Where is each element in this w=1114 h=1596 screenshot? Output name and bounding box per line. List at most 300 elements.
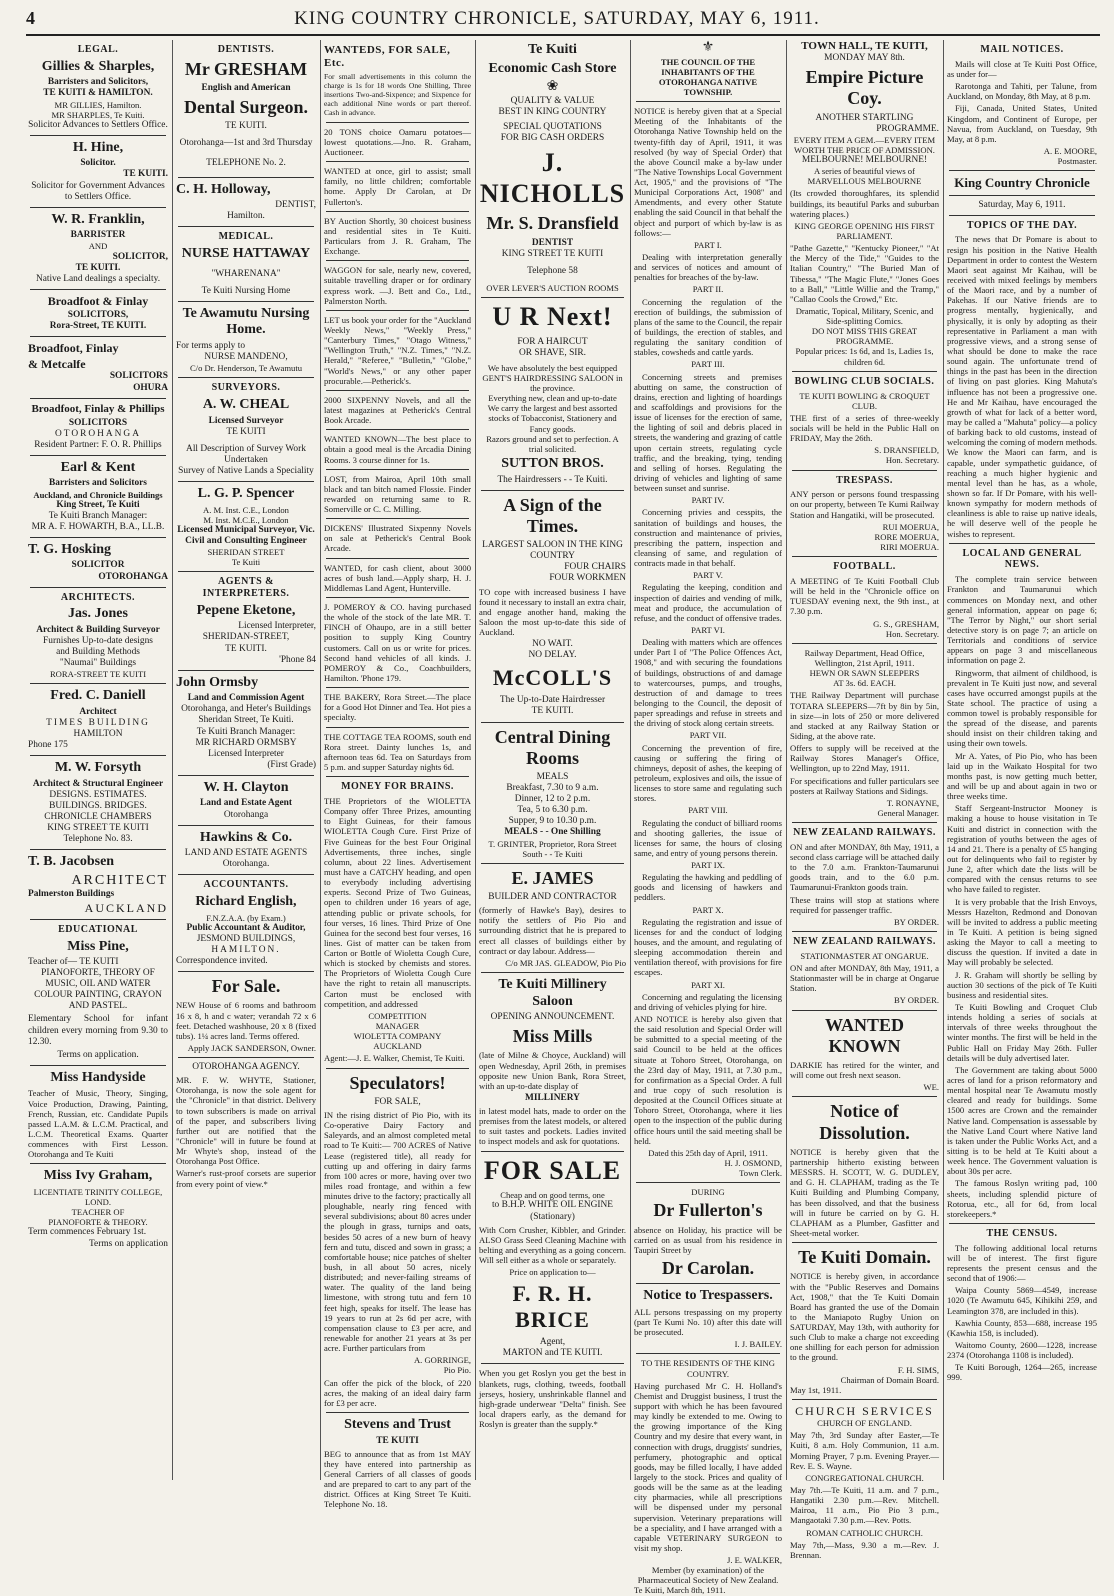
ad-line: BARRISTER	[70, 230, 126, 241]
ad-line: We carry the largest and best assorted stocks of Tobacconist, Stationery and Fancy goods.	[487, 403, 618, 434]
news-item: J. R. Graham will shortly be selling by auction 30 sections of the pick of Te Kuiti business and residential sites.	[947, 969, 1097, 1000]
divider	[481, 722, 624, 723]
ad-title: U R Next!	[492, 301, 613, 331]
divider	[30, 336, 166, 337]
ad-text: NOTICE is hereby given that the partnership hitherto existing between MESSRS. H. SCOTT, W. G. DUDLEY, and G. H. CLAPHAM, trading as the Te Kuiti Building and Plumbing Company, has been dissolved, and that the business will in future be carried on by G. H. CLAPHAM as a Plumber, Gasfitter and Sheet-metal worker.	[790, 1146, 939, 1238]
ad-text: Elementary School for infant children every morning from 9.30 to 12.30.	[28, 1014, 168, 1047]
ad-line: MR GILLIES, Hamilton.	[54, 99, 142, 110]
ad-line: Otorohanga—1st and 3rd Thursday	[179, 138, 313, 149]
divider	[326, 1412, 469, 1413]
ad-line: HEWN OR SAWN SLEEPERS	[809, 668, 920, 679]
news-item: The Government are taking about 5000 acres of land for a prison reformatory and mental hospital near Te Awamutu mostly cleared and ready for buildings. Some 1500 acres are Crown and the remainder Native land. Compensation is assessable by the Native Land Court where Native land is taken under the Public Works Act, and a sitting is to be held at Te Kuiti about a week hence. The Government valuation is about 30s per acre.	[947, 1064, 1097, 1177]
notice-title: THE COUNCIL OF THE INHABITANTS OF THE OTOROHANGA NATIVE TOWNSHIP.	[658, 56, 758, 97]
column-council	[634, 40, 782, 1596]
divider	[178, 301, 314, 302]
classified-ad: LOST, from Mairoa, April 10th small black and tan bitch named Flossie. Finder rewarded on returning same to R. Somerville or C. C. Milling.	[324, 473, 471, 515]
divider	[481, 972, 624, 973]
ad-line: TEACHER OF	[71, 1207, 125, 1218]
ad-line: Dinner, 12 to 2 p.m.	[514, 794, 591, 805]
bylaw-part-heading: PART V.	[693, 570, 723, 581]
ad-line: TE KUITI.	[75, 262, 121, 273]
ad-line: BY ORDER.	[893, 995, 939, 1006]
ad-line: MR A. F. HOWARTH, B.A., LL.B.	[31, 521, 165, 532]
news-item: The complete train service between Frankton and Taumarunui which commences on Monday next, and other general information, appear on page 6; "The Terror by Night," our short serial detective story is on page 7; an article on Territorials and conditions of service appears on page 3 and miscellaneous information on page 2.	[947, 574, 1097, 666]
divider	[326, 597, 469, 598]
ad-title: E. JAMES	[511, 867, 594, 888]
ad-line: Te Kuiti Nursing Home	[201, 285, 291, 296]
ad-line: KING STREET TE KUITI	[47, 823, 149, 834]
ad-line: Architect & Building Surveyor	[36, 624, 160, 635]
ad-line: BUILDINGS. BRIDGES.	[49, 801, 147, 812]
ad-line: TE KUITI.	[531, 706, 574, 717]
ad-line: Licensed Municipal Surveyor, Vic. Civil and Consulting Engineer	[177, 524, 315, 546]
ad-line: M. Inst. M.C.E., London	[203, 514, 289, 525]
ad-line: Architect & Structural Engineer	[32, 778, 164, 789]
ad-line: Te Kuiti Branch Manager:	[196, 726, 296, 737]
ad-line: NO DELAY.	[528, 650, 577, 661]
ad-text: ANY person or persons found trespassing on our property, between Te Kumi Railway Station and Hangatiki, will be prosecuted.	[790, 489, 939, 520]
ad-title: NURSE HATTAWAY	[181, 246, 311, 262]
ad-text: (Its crowded thoroughfares, its splendid buildings, its beautiful Parks and suburban watering places.)	[790, 188, 939, 219]
classified-ad: WANTED KNOWN—The best place to obtain a good meal is the Arcadia Dining Rooms. 3 course dinner for 1s.	[324, 434, 471, 465]
ad-title: Pepene Eketone,	[196, 602, 296, 618]
news-item: The famous Roslyn writing pad, 100 sheets, including splendid picture of Rotorua, etc., all for 6d, from local storekeepers.*	[947, 1178, 1097, 1219]
ad-line: TE KUITI	[376, 1435, 419, 1446]
news-item: The following additional local returns will be of interest. The first figure represents the present census and the second that of 1906:—	[947, 1242, 1097, 1284]
ad-line: S. DRANSFIELD,	[874, 445, 939, 456]
ad-line: Everything new, clean and up-to-date	[488, 393, 617, 404]
section-heading: NEW ZEALAND RAILWAYS.	[793, 827, 936, 839]
ad-title: Mr. S. Dransfield	[486, 213, 619, 234]
ad-line: Otorohanga.	[222, 859, 270, 870]
ad-line: QUALITY & VALUE	[510, 95, 595, 106]
ad-line: Teacher of— TE KUITI	[28, 957, 119, 968]
classified-ad: BY Auction Shortly, 30 choicest business and residential sites in Te Kuiti. Particulars from J. R. Graham, The Exchange.	[324, 215, 471, 257]
ad-line: Agent:—J. E. Walker, Chemist, Te Kuiti.	[324, 1053, 465, 1064]
ad-line: MARTON and TE KUITI.	[502, 1348, 603, 1359]
bylaw-part-text: Regulating the registration and issue of licenses for and the conduct of lodging houses, and the amount, and regulating of sleeping accommodation therein and ventilation thereof, with provisions for fire escapes.	[634, 916, 782, 978]
ad-line: MR SHARPLES, Te Kuiti.	[51, 109, 145, 120]
ad-title: John Ormsby	[176, 674, 259, 690]
classified-ad: J. POMEROY & CO. having purchased the whole of the stock of the late MR. T. FINCH of Ohaupo, are in a still better position to supply King Country customers. Call on us or write for prices. Second hand vehicles of all kinds. J. POMEROY & Co., Coachbuilders, Hamilton. 'Phone 179.	[324, 602, 471, 684]
ad-title: WANTED KNOWN	[824, 1014, 904, 1056]
ad-title: Hawkins & Co.	[199, 829, 293, 845]
ad-line: General Manager.	[877, 807, 939, 818]
ad-line: to B.H.P. WHITE OIL ENGINE (Stationary)	[491, 1200, 614, 1222]
ad-line: HAMILTON.	[211, 944, 281, 955]
ad-line: A series of beautiful views of MARVELLOUS MELBOURNE	[807, 166, 922, 187]
divider	[178, 670, 314, 671]
ad-line: The Hairdressers - - Te Kuiti.	[497, 474, 608, 485]
section-heading: EDUCATIONAL	[58, 923, 138, 935]
ad-line: FOUR WORKMEN	[549, 573, 626, 584]
bylaw-part-text: Regulating the hawking and peddling of goods and licensing of hawkers and peddlers.	[634, 872, 782, 903]
column-shops	[479, 40, 626, 1492]
ad-title: A. W. CHEAL	[202, 397, 290, 412]
ad-line: Pio Pio.	[443, 1365, 471, 1376]
ad-text: (late of Milne & Choyce, Auckland) will open Wednesday, April 26th, in premises opposite new Union Bank, Rora Street, with an up-to-date display of	[479, 1050, 626, 1091]
ad-line: HAMILTON	[73, 729, 123, 740]
section-heading: LOCAL AND GENERAL NEWS.	[962, 547, 1082, 571]
ad-line: Hamilton.	[227, 211, 265, 222]
ad-title: F. R. H. BRICE	[512, 1281, 593, 1333]
ad-line: Native Land dealings a specialty.	[35, 273, 161, 284]
ad-title: W. H. Clayton	[203, 779, 289, 795]
section-heading: NEW ZEALAND RAILWAYS.	[793, 936, 936, 947]
classified-ad: THE COTTAGE TEA ROOMS, south end Rora street. Dainty lunches 1s, and afternoon teas 6d. Tea on Saturdays from 5 p.m. and supper Saturday nights 6d.	[324, 731, 471, 773]
divider	[326, 260, 469, 261]
ad-line: Barristers and Solicitors,	[47, 77, 149, 88]
divider	[30, 135, 166, 136]
bylaw-part-text: Dealing with matters which are offences under Part I of "The Police Offences Act, 1908," and with securing the foundations of buildings, obstructions of and damage to watercourses, pumps, and troughs, destruction of and damage to trees belonging to the Council, the deposit of paper spreadings and refuse in streets and the driving of stock along certain streets.	[634, 637, 782, 729]
ad-line: Rora-Street, TE KUITI.	[49, 321, 147, 332]
ad-line: (First Grade)	[267, 759, 316, 770]
bylaw-part-text: Concerning privies and cesspits, the sanitation of buildings and houses, the construction and maintenance of privies, prescribing the pattern, inspection and cleansing of same, and regulation of contracts made in that behalf.	[634, 507, 782, 569]
divider	[481, 297, 624, 298]
ad-line: SPECIAL QUOTATIONS	[503, 121, 602, 132]
column-notices	[790, 40, 939, 1560]
ad-line: OHURA	[133, 382, 168, 393]
ad-line: DURING	[691, 1187, 725, 1198]
ad-line: DO NOT MISS THIS GREAT PROGRAMME.	[811, 326, 918, 347]
ad-line: CONGREGATIONAL CHURCH.	[805, 1472, 924, 1483]
ad-line: Solicitor Advances to Settlers Office.	[28, 119, 168, 130]
ad-line: A. M. Inst. C.E., London	[203, 504, 289, 515]
ad-line: SHERIDAN STREET	[207, 546, 285, 557]
divider	[178, 971, 314, 972]
ad-text: ON and after MONDAY, 8th May, 1911, a second class carriage will be attached daily to the 7.0 a.m. Frankton-Taumarunui goods train, and to the 6.0 p.m. Taumarunui-Frankton goods train.	[790, 841, 939, 893]
ad-line: "Naumai" Buildings	[59, 658, 137, 669]
notice-line: Dated this 25th day of April, 1911.	[648, 1147, 768, 1158]
ad-title: Jas. Jones	[68, 606, 128, 622]
column-dentists	[176, 40, 316, 1492]
divider	[949, 1223, 1095, 1224]
ad-line: MEALS - - One Shilling	[504, 827, 601, 838]
ad-title: Miss Pine,	[67, 938, 129, 954]
divider	[326, 558, 469, 559]
ad-line: Terms on application	[88, 1238, 168, 1249]
ad-line: Solicitor.	[80, 158, 116, 169]
column-divider	[320, 40, 321, 1480]
ad-line: Te Kuiti, March 8th, 1911.	[634, 1585, 726, 1596]
divider	[326, 776, 469, 777]
ad-line: May 1st, 1911.	[790, 1384, 842, 1395]
ad-line: Otorohanga, and Heter's Buildings Sheridan Street, Te Kuiti.	[181, 704, 311, 726]
section-heading: ARCHITECTS.	[60, 591, 136, 603]
ad-line: TE KUITI BOWLING & CROQUET CLUB.	[799, 390, 930, 411]
ad-text: in latest model hats, made to order on the premises from the latest models, or altered to suit tastes and pockets. Ladies invited to inspect models and ask for quotations.	[479, 1106, 626, 1147]
ad-line: PIANOFORTE & THEORY.	[48, 1217, 148, 1228]
ad-title: M. W. Forsyth	[54, 760, 142, 776]
divider	[30, 683, 166, 684]
ad-line: OTOROHANGA	[55, 428, 141, 439]
ad-line: 'Phone 84	[279, 654, 316, 665]
bylaw-part-heading: PART III.	[691, 359, 725, 370]
ad-line: PIANOFORTE, THEORY OF MUSIC, OIL AND WATER COLOUR PAINTING, CRAYON AND PASTEL.	[34, 968, 162, 1012]
ad-text: May 7th.—Te Kuiti, 11 a.m. and 7 p.m., Hangatiki 2.30 p.m.—Rev. Mitchell. Mairoa, 11 a.m., Pio Pio 3 p.m., Mangaotaki 7.30 p.m.—Rev. Potts.	[790, 1485, 939, 1526]
divider	[792, 470, 937, 471]
divider	[792, 822, 937, 823]
ad-title: Broadfoot & Finlay	[47, 293, 149, 308]
ad-line: King Street, Te Kuiti	[56, 499, 140, 510]
bylaw-part-heading: PART X.	[692, 904, 724, 915]
ad-text: THE Proprietors of the WIOLETTA Company offer Three Prizes, amounting to Eight Guineas, for their famous WIOLETTA Cough Cure. First Prize of Five Guineas for the best Four Original Advertisements, three inches, single column, about 22 lines. Advertisement must have a CATCHY heading, and open to everybody including advertising experts. Second Prize of Two Guineas, open to children under 16 years of age, attending public or private schools, for four verses, 16 lines. Third Prize of One Guinea for the second best four verses, 16 lines. Gist of matter can be taken from Carton or Bottle of Wioletta Cough Cure, which is stocked by chemists and stores. The Proprietors of Wioletta Cough Cure have the right to retain all manuscripts. Carton must be enclosed with competition, and addressed	[324, 795, 471, 1009]
divider	[481, 1363, 624, 1364]
divider	[792, 556, 937, 557]
ad-line: CHURCH OF ENGLAND.	[817, 1418, 912, 1429]
column-divider	[943, 40, 944, 1480]
ad-line: Agent,	[539, 1337, 566, 1348]
divider	[178, 481, 314, 482]
ad-line: Tea, 5 to 6.30 p.m.	[517, 805, 588, 816]
ad-line: I. J. BAILEY.	[734, 1339, 782, 1350]
ad-title: Central Dining Rooms	[494, 726, 611, 768]
ad-line: STATIONMASTER AT ONGARUE.	[800, 950, 929, 961]
page-number: 4	[26, 8, 35, 28]
divider	[792, 931, 937, 932]
ad-line: MR RICHARD ORMSBY	[195, 737, 297, 748]
ad-line: OVER LEVER'S AUCTION ROOMS	[486, 282, 619, 293]
bylaw-part-text: Concerning the regulation of the erection of buildings, the submission of plans of the same to the Council, the repair of buildings, the erection of stables, and regulating the sanitary condition of stables, cowsheds and cattle yards.	[634, 296, 782, 358]
section-heading: AGENTS & INTERPRETERS.	[202, 576, 290, 600]
ad-line: AUCKLAND	[84, 900, 168, 915]
ad-line: BUILDER AND CONTRACTOR	[488, 892, 617, 903]
ad-title: T. G. Hosking	[28, 541, 111, 557]
divider	[326, 122, 469, 123]
section-heading: THE CENSUS.	[986, 1227, 1058, 1239]
ad-line: TIMES BUILDING	[46, 718, 150, 729]
ad-line: RORE MOERUA,	[874, 531, 939, 542]
masthead-title: KING COUNTRY CHRONICLE, SATURDAY, MAY 6, 1911.	[294, 8, 820, 29]
ad-text: May 7th, 3rd Sunday after Easter,—Te Kuiti, 8 a.m. Holy Communion, 11 a.m. Morning Prayer, 7 p.m. Evening Prayer.—Rev. E. S. Wayne.	[790, 1430, 939, 1471]
classified-ad: WANTED, for cash client, about 3000 acres of bush land.—Apply sharp, H. J. Middlemas Land Agent, Hunterville.	[324, 562, 471, 593]
divider	[636, 101, 780, 102]
ad-line: Palmerston Buildings	[28, 889, 115, 900]
ad-line: Supper, 9 to 10.30 p.m.	[508, 816, 597, 827]
ad-line: AND	[88, 241, 108, 252]
ad-line: DENTIST	[531, 237, 574, 248]
classified-ad: THE BAKERY, Rora Street.—The place for a Good Hot Dinner and Tea. Hot pies a specialty.	[324, 692, 471, 723]
ad-line: C/o Dr. Henderson, Te Awamutu	[189, 363, 303, 374]
ad-line: T. RONAYNE,	[886, 797, 939, 808]
notice-line: Town Clerk.	[739, 1168, 782, 1179]
ad-title: Richard English,	[195, 894, 297, 910]
masthead	[0, 8, 1114, 30]
ad-text: BEG to announce that as from 1st MAY they have entered into partnership as General Carriers of all classes of goods and are prepared to cart to any part of the district. Offices at King Street Te Kuiti. Telephone No. 18.	[324, 1448, 471, 1510]
ad-title: C. H. Holloway,	[176, 181, 271, 197]
divider	[30, 537, 166, 538]
ad-line: and Building Methods	[56, 647, 140, 658]
ad-title: Speculators!	[349, 1072, 446, 1093]
classified-ad: WANTED at once, girl to assist; small family, no little children; comfortable home. Apply Dr Carolan, at Dr Fullerton's.	[324, 166, 471, 207]
ad-line: TE KUITI & HAMILTON.	[43, 88, 153, 99]
divider	[792, 1399, 937, 1400]
bylaw-part-text: Concerning and regulating the licensing and driving of vehicles plying for hire.	[634, 991, 782, 1012]
ad-line: NO WAIT.	[532, 639, 573, 650]
divider	[178, 775, 314, 776]
bylaw-part-heading: PART VII.	[689, 730, 727, 741]
divider	[792, 643, 937, 644]
column-legal	[28, 40, 168, 1492]
ad-title: For Sale.	[211, 976, 281, 997]
ad-line: COMPETITION	[368, 1010, 427, 1021]
ad-line: LICENTIATE TRINITY COLLEGE, LOND.	[33, 1186, 163, 1208]
ad-text: For specifications and fuller particulars see posters at Railway Stations and Sidings.	[790, 775, 939, 796]
ad-line: KING GEORGE OPENING HIS FIRST PARLIAMENT.	[794, 220, 935, 241]
news-item: Staff Sergeant-Instructor Mooney is making a house to house visitation in Te Kuiti and district in connection with the registration of youths between the ages of 14 and 21. There is a penalty of £5 hanging out for delinquents who fail to register by June 2, after which date the lists will be compared with the census returns to see who have failed to register.	[947, 803, 1097, 895]
ad-title: SUTTON BROS.	[501, 456, 604, 472]
ad-line: Barristers and Solicitors	[49, 478, 147, 489]
bylaw-part-heading: PART II.	[692, 284, 724, 295]
section-heading: TRESPASS.	[836, 474, 893, 486]
ad-line: ARCHITECT	[71, 872, 168, 888]
ad-line: KING STREET TE KUITI	[501, 248, 604, 259]
ad-text: absence on Holiday, his practice will be carried on as usual from his residence in Taupiri Street by	[634, 1224, 782, 1255]
notice-text: NOTICE is hereby given that at a Special Meeting of the Inhabitants of the Otorohanga Native Township held on the twenty-fifth day of April, 1911, it was resolved (by way of Special Order) that the above Council make a by-law under "The Native Townships Local Government Act, 1905," and the provisions of "The Municipal Corporations Act, 1908" and Amendments, and every other Statute enabling the said Council in that behalf the object and purport of which by-law is as follows:—	[634, 106, 782, 238]
ad-title: OTOROHANGA AGENCY.	[192, 1062, 300, 1073]
ad-line: T. GRINTER, Proprietor, Rora Street South - - Te Kuiti	[488, 838, 617, 859]
ad-line: MONDAY MAY 8th.	[824, 52, 905, 63]
ad-text: IN the rising district of Pio Pio, with its Co-operative Dairy Factory and Saleyards, and an almost completed metal road to Te Kuiti:— 700 ACRES of Native Lease (registered title), all ready for cutting up and offering in dairy farms from 100 acres or more, having over two miles road frontage, and within a few minutes drive to the factory; practically all ploughable, nearly ring fenced with several subdivisions; about 80 acres under the plough in grass, turnips and oats, besides 50 acres of a new burn of heavy fern and tutu, disced and sown in grass; a comfortable house; nice patches of shelter bush, in all about 50 acres, nicely distributed; and never-failing streams of water. The quality of the land being limestone, with strong tutu and fern 10 feet high, speaks for itself. The lease has 19 years to run at 2s 6d per acre, with compensation clause to £3 per acre, and renewable for another 21 years at 3s per acre. Further particulars from	[324, 1109, 471, 1354]
ad-line: Razors ground and set to perfection. A trial solicited.	[486, 433, 619, 454]
section-heading: DENTISTS.	[217, 44, 275, 55]
ad-title: Earl & Kent	[60, 459, 136, 475]
section-heading: FOOTBALL.	[833, 561, 896, 573]
ad-title: FOR SALE	[483, 1155, 622, 1185]
divider	[792, 371, 937, 372]
ad-line: Apply JACK SANDERSON, Owner.	[187, 1042, 316, 1053]
column-wanteds	[324, 40, 471, 1510]
classified-ad: DICKENS' Illustrated Sixpenny Novels on sale at Petherick's Central Book Arcade.	[324, 523, 471, 554]
column-divider	[475, 40, 476, 1480]
ad-line: Survey of Native Lands a Speciality	[178, 465, 314, 476]
editorial-text: The news that Dr Pomare is about to resign his position in the Native Health Department in order to contest the Western Maori seat against Mr Kaihau, will be received with mixed feelings by members of the Maori race, and by a number of Pakehas. If our Native friends are to progress mentally, hygienically, and physically, it is only by adopting as their representative in Parliament a man with progressive views, and a strong sense of what should be done to make the race sound again. The unfortunate trend of things in the past has been in the direction of living on past glories. King Mahuta's influence has not been a progressive one. He and Mr Kaihau, have encouraged the growth of what for lack of a better word, may be called a "Mahuta" policy—a policy of barking back to old customs, instead of welcoming the coming of modern methods. We know the Maori can farm, and is capable, under sympathetic guidance, of reaching a much higher hygienic and mental level than he has, as a whole, shown so far. If Dr Pomare, with his well-known sympathy for modern methods of cleanliness is able to raise up native ideals, he will deserve well of the people he wishes to represent.	[947, 234, 1097, 539]
ad-line: LAND AND ESTATE AGENTS	[184, 848, 308, 859]
ad-line: Licensed Surveyor	[208, 415, 284, 426]
ad-line: Popular prices: 1s 6d, and 1s, Ladies 1s, children 6d.	[795, 346, 934, 367]
divider	[178, 377, 314, 378]
ad-line: Solicitor for Government Advances to Settlers Office.	[31, 180, 165, 202]
ad-line: TE KUITI.	[225, 643, 267, 654]
news-item: Mr A. Yates, of Pio Pio, who has been laid up in the Waikato Hospital for two months past, is now getting much better, and will be up and about again in two or three weeks time.	[947, 750, 1097, 802]
ad-line: Breakfast, 7.30 to 9 a.m.	[506, 783, 599, 794]
bylaw-part-heading: PART I.	[694, 239, 722, 250]
ad-title: & Metcalfe	[28, 357, 86, 372]
ad-title: TOWN HALL, TE KUITI,	[801, 40, 928, 52]
divider	[326, 390, 469, 391]
divider	[481, 1151, 624, 1152]
ad-text: Can offer the pick of the block, of 220 acres, the making of an ideal dairy farm for £3 per acre.	[324, 1377, 471, 1408]
ad-line: AUCKLAND	[373, 1041, 422, 1052]
divider	[326, 310, 469, 311]
classified-ad: 20 TONS choice Oamaru potatoes—lowest quotations.—Jno. R. Graham, Auctioneer.	[324, 126, 471, 157]
ad-line: AT 3s. 6d. EACH.	[833, 678, 896, 689]
bylaw-part-text: Regulating the keeping, condition and inspection of dairies and vending of milk, meat and produce, the accumulation of refuse, and the conduct of offensive trades.	[634, 582, 782, 623]
ad-line: MILLINERY	[525, 1092, 580, 1103]
ad-line: English and American	[201, 83, 291, 94]
divider	[30, 398, 166, 399]
divider	[30, 455, 166, 456]
ad-title: Dr Carolan.	[661, 1258, 755, 1279]
ad-title: Miss Handyside	[50, 1069, 146, 1085]
ad-line: All Description of Survey Work Undertaken	[186, 443, 306, 465]
ad-title: Te Kuiti Millinery Saloon	[498, 977, 607, 1009]
divider	[792, 1010, 937, 1011]
ad-line: G. S., GRESHAM,	[873, 618, 939, 629]
ad-line: FOR A HAIRCUT	[517, 336, 588, 347]
ad-title: L. G. P. Spencer	[197, 485, 295, 501]
divider	[326, 161, 469, 162]
ad-title: Te Kuiti Domain.	[798, 1247, 931, 1268]
ad-line: Architect	[79, 706, 117, 717]
bylaw-part-text: Regulating the conduct of billiard rooms and shooting galleries, the issue of licenses for same, the hours of closing same, and entry of young persons therein.	[634, 817, 782, 858]
ad-line: Otorohanga	[223, 809, 269, 820]
ad-line: Hon. Secretary.	[885, 628, 939, 639]
paper-date: Saturday, May 6, 1911.	[978, 199, 1066, 210]
divider	[792, 1096, 937, 1097]
ad-line: OTOROHANGA	[98, 571, 168, 582]
news-item: It is very probable that the Irish Envoys, Messrs Hazelton, Redmond and Donovan will be invited to address a public meeting in Te Kuiti. A petition is being signed asking the Mayor to call a meeting to discuss the question. If invited a date in May will probably be selected.	[947, 896, 1097, 968]
divider	[326, 211, 469, 212]
ad-line: FOUR CHAIRS	[564, 562, 626, 573]
news-text: Fiji, Canada, United States, United Kingdom, and Continent of Europe, per Navua, from Auckland, on Tuesday, 9th May, at 8 p.m.	[947, 103, 1097, 144]
ad-title: Te Awamutu Nursing Home.	[182, 305, 310, 338]
ad-line: DENTIST,	[275, 200, 316, 211]
ad-title: TO THE RESIDENTS OF THE KING COUNTRY.	[641, 1358, 775, 1379]
ad-line: ANOTHER STARTLING	[815, 112, 914, 123]
ad-line: LARGEST SALOON IN THE KING COUNTRY	[482, 540, 623, 562]
ad-text: A MEETING of Te Kuiti Football Club will be held in the "Chronicle office on TUESDAY evening next, the 9th inst., at 7.30 p.m.	[790, 575, 939, 617]
ad-line: OR SHAVE, SIR.	[518, 347, 587, 358]
divider	[326, 687, 469, 688]
news-item: Waipa County 5869—4549, increase 1020 (Te Awamutu 645, Kihikihi 259, and Leamington 378, are included in this).	[947, 1285, 1097, 1316]
ad-title: Te Kuiti	[528, 42, 577, 57]
ad-line: SHERIDAN-STREET,	[202, 632, 290, 643]
classified-ad: WAGGON for sale, nearly new, covered, suitable travelling draper or for ordinary express work. —J. Bett and Co., Ltd., Palmerston North.	[324, 265, 471, 306]
news-item: Kawhia County, 853—688, increase 195 (Kawhia 158, is included).	[947, 1317, 1097, 1338]
notice-line: H. J. OSMOND,	[724, 1158, 782, 1168]
divider	[326, 469, 469, 470]
divider	[949, 170, 1095, 171]
ad-line: Telephone No. 83.	[63, 834, 133, 845]
ad-line: Chairman of Domain Board.	[840, 1374, 939, 1385]
ad-line: Furnishes Up-to-date designs	[43, 636, 153, 647]
ad-line: BEST IN KING COUNTRY	[498, 106, 607, 117]
ad-line: TE KUITI.	[225, 121, 267, 132]
ad-line: "WHARENANA"	[211, 268, 281, 279]
ad-text: TO cope with increased business I have found it necessary to install an extra chair, and engage another hand, making the Saloon the most up-to-date this side of Auckland.	[479, 586, 626, 638]
news-line: A. E. MOORE,	[1043, 145, 1097, 156]
ad-title: J. NICHOLLS	[479, 147, 626, 208]
ad-title: Notice to Trespassers.	[643, 1288, 773, 1304]
ad-line: RORA-STREET TE KUITI	[49, 669, 147, 680]
divider	[949, 543, 1095, 544]
ad-text: With Corn Crusher, Kibbler, and Grinder. ALSO Grass Seed Cleaning Machine with belting and everything as a going concern. Will sell either as a whole or separately.	[479, 1224, 626, 1266]
masthead-rule	[26, 34, 1100, 36]
bylaw-part-text: Concerning streets and premises abutting on same, the construction of drains, erection and lighting of hoardings and scaffoldings and provisions for the issue of licenses for the erection of same, the lighting of soil and debris placed in streets, the wandering and grazing of cattle upon certain streets, regulating cycle traffic, and the breaking, tying, tending and selling of horses. Regulating the driving of vehicles and lighting of same between sunset and sunrise.	[634, 371, 782, 494]
ad-line: SOLICITORS	[109, 371, 168, 382]
divider	[326, 1068, 469, 1069]
ad-line: RIRI MOERUA.	[880, 542, 939, 553]
ad-text: "Pathe Gazette," "Kentucky Pioneer," "At the Mercy of the Tide," "Guides to the Italian Country," "The Buried Man of Tibessa," "The Magic Flute," "Jones Goes to a Ball," "Little Willie and the Tramp," "Callao Cools the Crowd," Etc.	[790, 243, 939, 304]
ad-line: F.N.Z.A.A. (by Exam.)	[206, 912, 286, 923]
ad-title: McCOLL'S	[492, 665, 613, 691]
ad-line: Auckland, and Chronicle Buildings	[33, 489, 163, 500]
ad-line: WE.	[923, 1082, 939, 1093]
ad-text: (formerly of Hawke's Bay), desires to notify the settlers of Pio Pio and surrounding district that he is prepared to erect all classes of buildings either by contract or day labour. Address—	[479, 905, 626, 956]
divider	[481, 490, 624, 491]
ad-line: J. E. WALKER,	[727, 1555, 782, 1566]
